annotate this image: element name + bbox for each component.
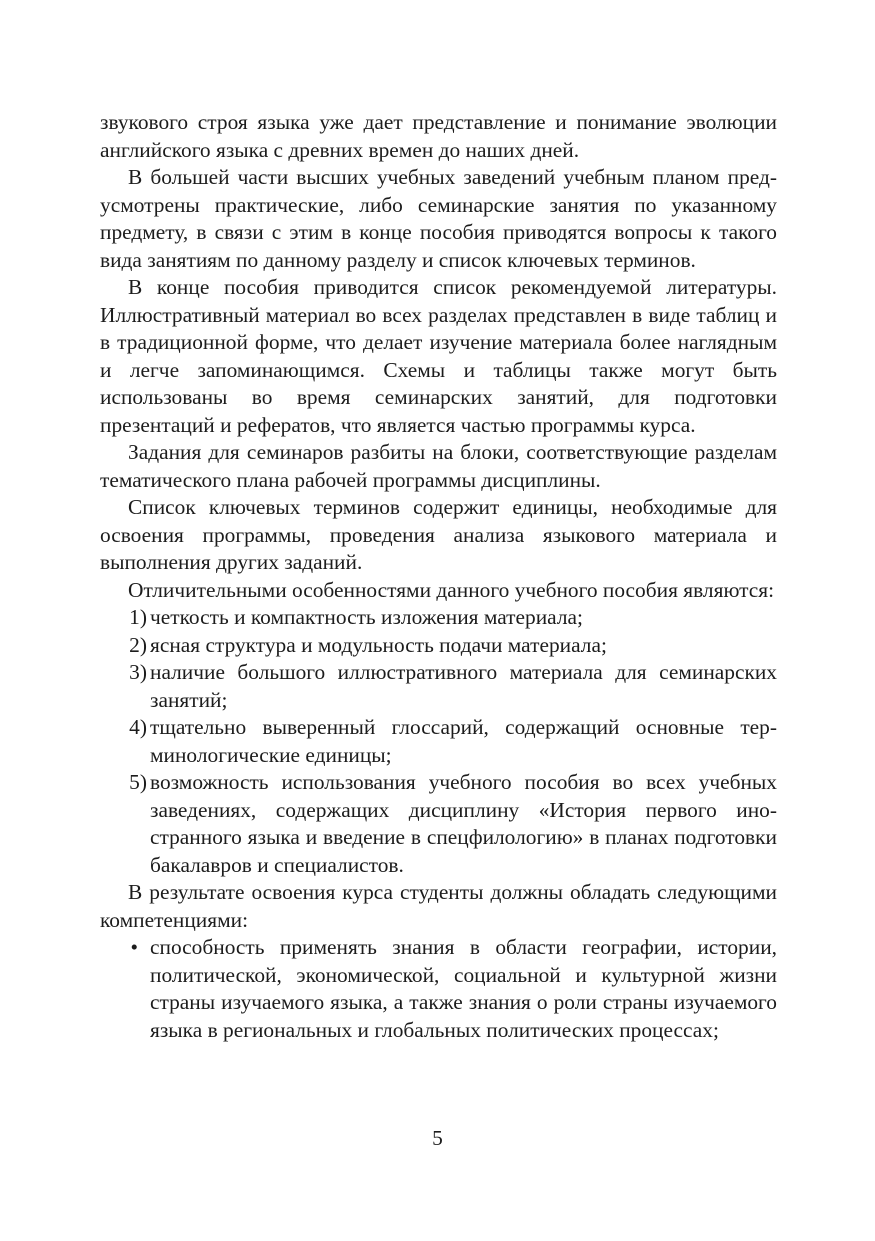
page-number: 5	[432, 1126, 443, 1150]
list-item	[100, 632, 777, 660]
list-item-text: ясная структура и модульность подачи материала;	[150, 632, 607, 657]
list-number: 4)	[129, 715, 147, 739]
paragraph-seminars: Задания для семинаров разбиты на блоки, соответствующие разделам тематического плана рабочей программы дисциплины.	[100, 440, 777, 492]
paragraph-literature: В конце пособия приводится список рекомендуемой литературы. Иллюстративный материал во всех разделах представлен в виде таблиц и в традиционной форме, что делает изучение материала более наглядным и легче запоминающимся. Схемы и таблицы также могут быть использованы во время семинарских занятий, для подготовки презентаций и рефератов, что является частью программы курса.	[100, 275, 777, 437]
list-number: 3)	[129, 660, 147, 684]
paragraph-continuation: звукового строя языка уже дает представление и понимание эволюции английского языка с древних времен до наших дней.	[100, 110, 777, 162]
paragraph-key-terms: Список ключевых терминов содержит единицы, необходимые для освоения программы, проведения анализа языкового материала и выполнения других заданий.	[100, 495, 777, 574]
list-item	[100, 769, 777, 879]
paragraph-curriculum: В большей части высших учебных заведений учебным планом предусмотрены практические, либо семинарские занятия по указанному предмету, в связи с этим в конце пособия приводятся вопросы к такого вида занятиям по данному разделу и список ключевых терминов.	[100, 165, 777, 272]
list-item	[100, 604, 777, 632]
list-item	[100, 659, 777, 714]
paragraph-features-intro: Отличительными особенностями данного учебного пособия являются:	[128, 577, 775, 602]
paragraph-competencies-intro: В результате освоения курса студенты должны обладать следующими компетенциями:	[100, 880, 777, 932]
list-number: 2)	[129, 632, 147, 657]
main-text	[100, 109, 777, 1044]
list-item-text: тщательно выверенный глоссарий, содержащий основные терминологические единицы;	[150, 715, 777, 767]
list-item	[100, 714, 777, 769]
list-item-text: наличие большого иллюстративного материала для семинарских занятий;	[150, 660, 777, 712]
list-item-text: четкость и компактность изложения материала;	[150, 605, 583, 629]
features-list	[100, 604, 777, 879]
bullet-icon: •	[130, 935, 138, 959]
competencies-list	[100, 934, 777, 1044]
list-item-text: способность применять знания в области географии, истории, политической, экономической, социальной и культурной жизни страны изучаемого языка, а также знания о роли страны изучаемого языка в региональных и глобальных политических процессах;	[150, 935, 777, 1042]
list-number: 1)	[129, 605, 147, 629]
list-number: 5)	[129, 770, 147, 794]
list-item	[100, 934, 777, 1044]
list-item-text: возможность использования учебного пособия во всех учебных заведениях, содержащих дисциплину «История первого иностранного языка и введение в спецфилологию» в планах подготовки бакалавров и специалистов.	[150, 770, 777, 877]
